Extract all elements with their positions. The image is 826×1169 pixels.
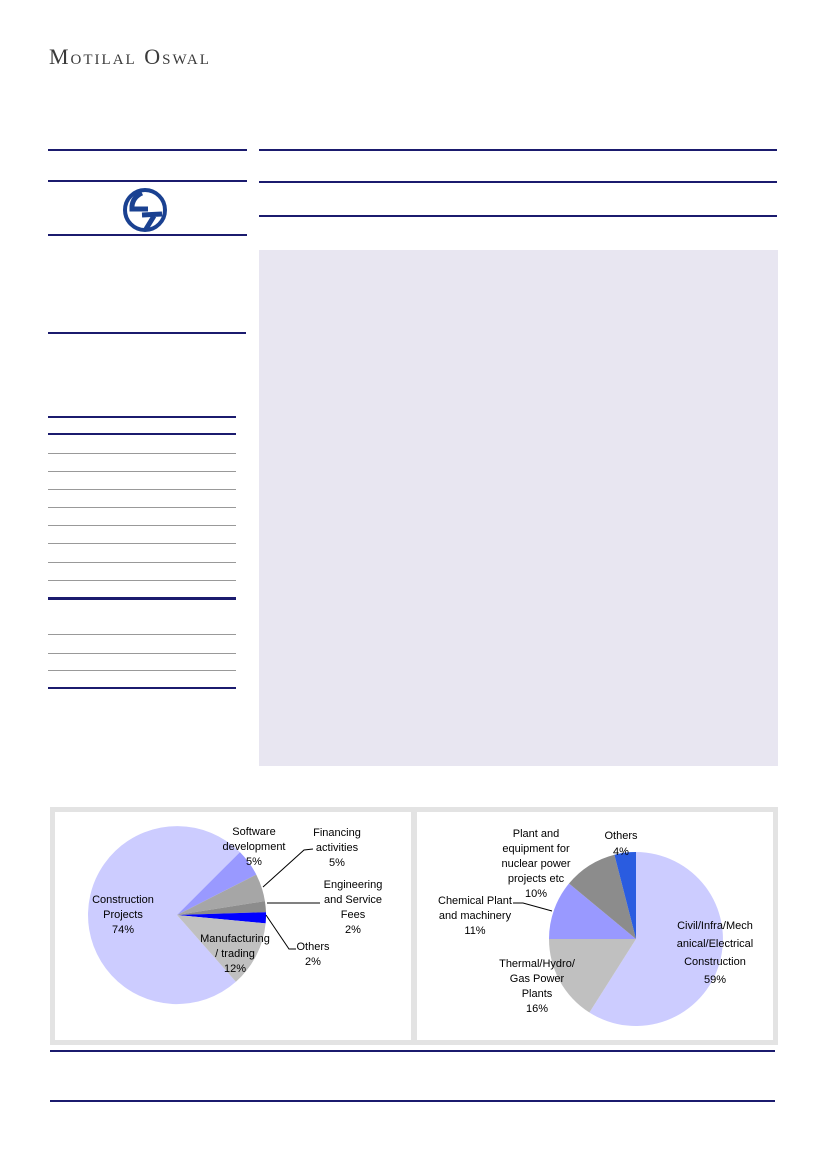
footer-rule — [50, 1100, 775, 1102]
sidebar-rule — [48, 332, 246, 334]
slice-label: Others 4% — [604, 830, 638, 858]
slice-label: Chemical Plant and machinery 11% — [438, 895, 512, 937]
company-logo — [121, 186, 169, 234]
sidebar-table-rule — [48, 507, 236, 508]
slice-label: Thermal/Hydro/ Gas Power Plants 16% — [499, 958, 575, 1015]
charts-section — [50, 807, 778, 1045]
slice-label: Plant and equipment for nuclear power projects etc 10% — [501, 828, 571, 900]
label-leader-line — [266, 915, 296, 949]
sidebar-table-rule — [48, 634, 236, 635]
sidebar-table-rule — [48, 433, 236, 435]
pie-chart-panel-right — [417, 812, 773, 1040]
sidebar-table-rule — [48, 525, 236, 526]
sidebar-table-rule — [48, 471, 236, 472]
pie-chart-left — [55, 812, 411, 1040]
main-rule — [259, 181, 777, 183]
sidebar-rule — [48, 149, 247, 151]
slice-label: Others 2% — [296, 941, 330, 968]
sidebar-table-rule — [48, 489, 236, 490]
sidebar-table-rule — [48, 416, 236, 418]
slice-label: Construction Projects 74% — [92, 894, 154, 936]
label-leader-line — [513, 903, 552, 911]
slice-label: Manufacturing / trading 12% — [200, 933, 270, 975]
pie-chart-right — [417, 812, 773, 1040]
slice-label: Financing activities 5% — [313, 827, 361, 869]
main-rule — [259, 149, 777, 151]
sidebar-table-rule — [48, 670, 236, 671]
sidebar-table-rule — [48, 597, 236, 600]
slice-label: Software development 5% — [222, 826, 286, 868]
sidebar-table-rule — [48, 580, 236, 581]
pie-chart-panel-left — [55, 812, 411, 1040]
sidebar-rule — [48, 234, 247, 236]
footer-rule — [50, 1050, 775, 1052]
sidebar-table-rule — [48, 653, 236, 654]
sidebar-table-rule — [48, 453, 236, 454]
sidebar-rule — [48, 180, 247, 182]
brand-wordmark: Motilal Oswal — [49, 44, 211, 69]
main-rule — [259, 215, 777, 217]
slice-label: Civil/Infra/Mech anical/Electrical Construction 59% — [676, 920, 754, 986]
label-leader-line — [263, 849, 313, 887]
content-placeholder-block — [259, 250, 778, 766]
lt-logo-icon — [121, 186, 169, 234]
slice-label: Engineering and Service Fees 2% — [323, 879, 383, 936]
sidebar-table-rule — [48, 687, 236, 689]
sidebar-table-rule — [48, 543, 236, 544]
sidebar-table-rule — [48, 562, 236, 563]
